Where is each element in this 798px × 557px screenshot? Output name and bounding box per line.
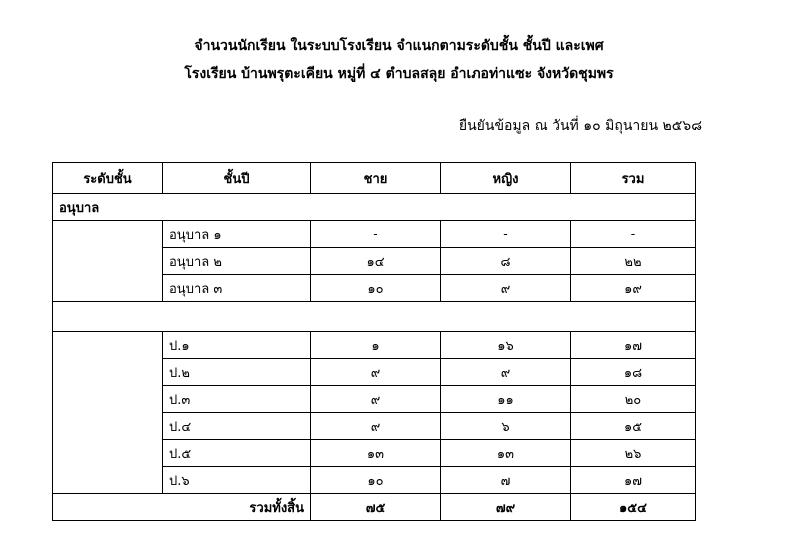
grade-cell: ป.๖: [163, 467, 311, 494]
female-cell: ๙: [441, 359, 571, 386]
grand-total-female: ๗๙: [441, 494, 571, 521]
male-cell: ๑๓: [311, 440, 441, 467]
table-body: [53, 163, 696, 521]
total-cell: ๑๗: [571, 467, 696, 494]
student-statistics-table: [52, 162, 696, 521]
school-name: โรงเรียน บ้านพรุตะเคียน หมู่ที่ ๔ ตำบลสลุย อำเภอท่าแซะ จังหวัดชุมพร: [184, 66, 614, 82]
female-cell: ๑๓: [441, 440, 571, 467]
male-cell: -: [311, 221, 441, 248]
header-row: [53, 163, 696, 194]
total-cell: ๒๖: [571, 440, 696, 467]
column-header-total: รวม: [571, 163, 696, 194]
column-header-male: ชาย: [311, 163, 441, 194]
grade-cell: ป.๕: [163, 440, 311, 467]
female-cell: ๙: [441, 275, 571, 302]
total-cell: ๑๕: [571, 413, 696, 440]
female-cell: ๘: [441, 248, 571, 275]
total-cell: ๑๙: [571, 275, 696, 302]
female-cell: ๑๖: [441, 332, 571, 359]
section-label-kindergarten: อนุบาล: [53, 194, 696, 221]
column-header-level: ระดับชั้น: [53, 163, 163, 194]
total-cell: -: [571, 221, 696, 248]
total-cell: ๑๘: [571, 359, 696, 386]
grand-total-male: ๗๕: [311, 494, 441, 521]
male-cell: ๑๐: [311, 275, 441, 302]
male-cell: ๙: [311, 386, 441, 413]
section-row-kindergarten: [53, 194, 696, 221]
grade-cell: ป.๒: [163, 359, 311, 386]
column-header-grade: ชั้นปี: [163, 163, 311, 194]
section-row-primary: [53, 302, 696, 332]
table-row: [53, 221, 696, 248]
female-cell: ๑๑: [441, 386, 571, 413]
table-row: [53, 332, 696, 359]
male-cell: ๑: [311, 332, 441, 359]
grade-cell: อนุบาล ๒: [163, 248, 311, 275]
total-cell: ๒๐: [571, 386, 696, 413]
grade-cell: ป.๑: [163, 332, 311, 359]
grand-total-label: รวมทั้งสิ้น: [53, 494, 311, 521]
female-cell: ๖: [441, 413, 571, 440]
grade-cell: ป.๓: [163, 386, 311, 413]
document-title: จำนวนนักเรียน ในระบบโรงเรียน จำแนกตามระดับชั้น ชั้นปี และเพศ: [194, 38, 604, 54]
female-cell: ๗: [441, 467, 571, 494]
male-cell: ๙: [311, 359, 441, 386]
level-cell: [53, 221, 163, 302]
section-label-primary: [53, 302, 696, 332]
male-cell: ๙: [311, 413, 441, 440]
grand-total-row: [53, 494, 696, 521]
grand-total-sum: ๑๕๔: [571, 494, 696, 521]
column-header-female: หญิง: [441, 163, 571, 194]
grade-cell: อนุบาล ๓: [163, 275, 311, 302]
total-cell: ๒๒: [571, 248, 696, 275]
male-cell: ๑๐: [311, 467, 441, 494]
as-of-date: ยืนยันข้อมูล ณ วันที่ ๑๐ มิถุนายน ๒๕๖๘: [458, 118, 702, 134]
male-cell: ๑๔: [311, 248, 441, 275]
total-cell: ๑๗: [571, 332, 696, 359]
female-cell: -: [441, 221, 571, 248]
grade-cell: ป.๔: [163, 413, 311, 440]
grade-cell: อนุบาล ๑: [163, 221, 311, 248]
level-cell: [53, 332, 163, 494]
